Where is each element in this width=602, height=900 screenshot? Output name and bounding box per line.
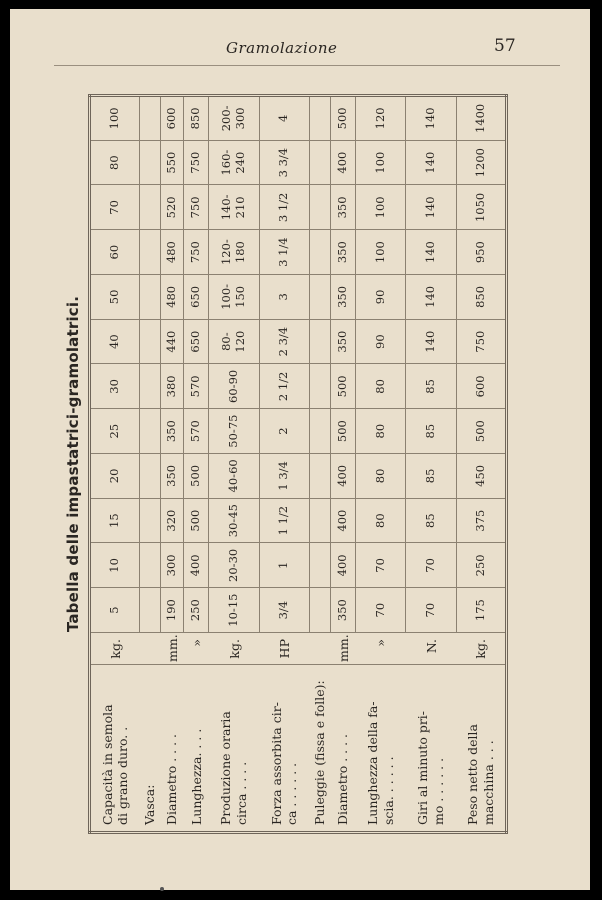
value-cell: 30 <box>90 364 140 409</box>
table-row <box>330 96 355 833</box>
row-label-line: macchina . . . <box>480 740 496 825</box>
unit-cell: » <box>356 633 406 665</box>
value-cell <box>140 96 161 141</box>
value-cell: 20 <box>90 454 140 499</box>
value-cell <box>309 185 330 230</box>
value-cell: 140 <box>406 230 456 275</box>
value-cell: 80 <box>356 498 406 543</box>
value-cell: 50 <box>90 275 140 320</box>
value-cell: 25 <box>90 409 140 454</box>
value-cell: 350 <box>330 185 355 230</box>
value-cell <box>309 543 330 588</box>
value-cell: 440 <box>161 319 184 364</box>
value-cell: 1050 <box>456 185 506 230</box>
value-cell: 85 <box>406 364 456 409</box>
value-cell: 1400 <box>456 96 506 141</box>
value-cell: 650 <box>184 319 209 364</box>
unit-cell: N. <box>406 633 456 665</box>
value-cell: 200-300 <box>209 96 259 141</box>
unit-cell <box>309 633 330 665</box>
value-cell: 90 <box>356 319 406 364</box>
value-cell: 70 <box>90 185 140 230</box>
row-label-line: Diametro . . . . <box>335 733 351 825</box>
value-cell: 750 <box>184 230 209 275</box>
row-label-line: circa . . . . <box>234 761 250 825</box>
table-row <box>356 96 406 833</box>
row-label <box>90 665 140 833</box>
value-cell: 350 <box>330 319 355 364</box>
value-cell: 70 <box>356 588 406 633</box>
value-cell: 190 <box>161 588 184 633</box>
value-cell <box>309 140 330 185</box>
value-cell: 500 <box>330 409 355 454</box>
row-label-line: Capacità in semola <box>99 704 115 825</box>
running-title: Gramolazione <box>226 39 338 57</box>
value-cell: 3 1/2 <box>259 185 309 230</box>
value-cell <box>140 454 161 499</box>
value-cell: 400 <box>330 454 355 499</box>
row-label-line: scia. . . . . . <box>380 756 396 825</box>
value-cell: 500 <box>330 364 355 409</box>
value-cell: 750 <box>184 185 209 230</box>
value-cell <box>309 275 330 320</box>
row-label-line: Lunghezza. . . . <box>188 728 204 825</box>
value-cell: 20-30 <box>209 543 259 588</box>
value-cell <box>140 319 161 364</box>
value-cell: 3 <box>259 275 309 320</box>
row-label <box>161 665 184 833</box>
value-cell: 350 <box>330 275 355 320</box>
table-row <box>184 96 209 833</box>
row-label <box>209 665 259 833</box>
value-cell: 100 <box>90 96 140 141</box>
value-cell <box>140 140 161 185</box>
value-cell <box>140 230 161 275</box>
value-cell: 850 <box>184 96 209 141</box>
value-cell: 15 <box>90 498 140 543</box>
value-cell: 450 <box>456 454 506 499</box>
value-cell <box>309 319 330 364</box>
table-row <box>161 96 184 833</box>
group-label: Vasca: <box>140 665 161 833</box>
value-cell: 80 <box>90 140 140 185</box>
unit-cell <box>140 633 161 665</box>
value-cell: 500 <box>184 498 209 543</box>
rotated-table-block <box>58 94 510 834</box>
value-cell: 80 <box>356 454 406 499</box>
value-cell: 85 <box>406 454 456 499</box>
row-label <box>406 665 456 833</box>
value-cell: 600 <box>456 364 506 409</box>
value-cell: 250 <box>184 588 209 633</box>
value-cell <box>140 588 161 633</box>
value-cell <box>309 364 330 409</box>
value-cell: 850 <box>456 275 506 320</box>
table-row <box>456 96 506 833</box>
value-cell: 140 <box>406 140 456 185</box>
value-cell: 400 <box>330 543 355 588</box>
value-cell: 80-120 <box>209 319 259 364</box>
value-cell: 3 1/4 <box>259 230 309 275</box>
value-cell: 550 <box>161 140 184 185</box>
value-cell <box>309 230 330 275</box>
value-cell: 480 <box>161 275 184 320</box>
value-cell: 750 <box>456 319 506 364</box>
row-label-line: Peso netto della <box>464 723 480 825</box>
value-cell: 1 <box>259 543 309 588</box>
value-cell: 650 <box>184 275 209 320</box>
value-cell: 350 <box>330 588 355 633</box>
row-label-line: Diametro . . . . <box>164 733 180 825</box>
row-label-line: Lunghezza della fa- <box>365 701 381 825</box>
value-cell: 40-60 <box>209 454 259 499</box>
value-cell: 950 <box>456 230 506 275</box>
value-cell: 1 1/2 <box>259 498 309 543</box>
value-cell: 400 <box>330 498 355 543</box>
value-cell: 1200 <box>456 140 506 185</box>
value-cell: 600 <box>161 96 184 141</box>
value-cell: 250 <box>456 543 506 588</box>
value-cell: 140 <box>406 185 456 230</box>
value-cell: 500 <box>456 409 506 454</box>
row-label <box>330 665 355 833</box>
value-cell: 350 <box>161 454 184 499</box>
row-label-line: ca . . . . . . <box>284 762 300 825</box>
value-cell: 70 <box>356 543 406 588</box>
value-cell: 60-90 <box>209 364 259 409</box>
value-cell: 2 <box>259 409 309 454</box>
value-cell: 570 <box>184 409 209 454</box>
unit-cell: kg. <box>209 633 259 665</box>
value-cell: 70 <box>406 543 456 588</box>
table-caption: Tabella delle impastatrici-gramolatrici. <box>64 295 82 633</box>
unit-cell: » <box>184 633 209 665</box>
value-cell: 140 <box>406 275 456 320</box>
value-cell: 570 <box>184 364 209 409</box>
row-label-line: mo . . . . . . <box>431 757 446 825</box>
value-cell: 2 3/4 <box>259 319 309 364</box>
table-row <box>406 96 456 833</box>
group-label: Puleggie (fissa e folle): <box>309 665 330 833</box>
value-cell: 350 <box>330 230 355 275</box>
row-label <box>456 665 506 833</box>
value-cell: 140-210 <box>209 185 259 230</box>
header-rule <box>54 65 560 66</box>
value-cell <box>309 96 330 141</box>
value-cell: 380 <box>161 364 184 409</box>
row-label-line: di grano duro. . <box>115 726 131 825</box>
value-cell: 70 <box>406 588 456 633</box>
value-cell <box>140 498 161 543</box>
value-cell: 10 <box>90 543 140 588</box>
row-label-line: Giri al minuto pri- <box>415 710 431 825</box>
unit-cell: HP <box>259 633 309 665</box>
value-cell: 100-150 <box>209 275 259 320</box>
value-cell: 5 <box>90 588 140 633</box>
page-speck <box>160 887 164 891</box>
value-cell: 140 <box>406 96 456 141</box>
value-cell: 100 <box>356 140 406 185</box>
unit-cell: kg. <box>90 633 140 665</box>
row-label <box>184 665 209 833</box>
value-cell: 375 <box>456 498 506 543</box>
value-cell: 120-180 <box>209 230 259 275</box>
value-cell: 3 3/4 <box>259 140 309 185</box>
value-cell: 90 <box>356 275 406 320</box>
value-cell <box>309 409 330 454</box>
value-cell: 500 <box>330 96 355 141</box>
value-cell: 4 <box>259 96 309 141</box>
value-cell: 175 <box>456 588 506 633</box>
value-cell: 500 <box>184 454 209 499</box>
book-page <box>10 9 590 890</box>
value-cell: 30-45 <box>209 498 259 543</box>
value-cell: 2 1/2 <box>259 364 309 409</box>
table-row <box>140 96 161 833</box>
value-cell: 80 <box>356 364 406 409</box>
table-row <box>259 96 309 833</box>
machine-table <box>88 94 508 834</box>
value-cell: 400 <box>184 543 209 588</box>
value-cell: 320 <box>161 498 184 543</box>
table-row <box>309 96 330 833</box>
value-cell: 40 <box>90 319 140 364</box>
page-number: 57 <box>494 36 516 56</box>
table-row <box>90 96 140 833</box>
value-cell <box>140 364 161 409</box>
row-label-line: Forza assorbita cir- <box>268 702 284 825</box>
value-cell <box>309 588 330 633</box>
row-label <box>356 665 406 833</box>
value-cell: 160-240 <box>209 140 259 185</box>
value-cell: 350 <box>161 409 184 454</box>
value-cell: 100 <box>356 230 406 275</box>
value-cell: 50-75 <box>209 409 259 454</box>
value-cell: 480 <box>161 230 184 275</box>
value-cell: 3/4 <box>259 588 309 633</box>
value-cell: 85 <box>406 409 456 454</box>
value-cell: 750 <box>184 140 209 185</box>
row-label <box>259 665 309 833</box>
value-cell <box>140 185 161 230</box>
table-row <box>209 96 259 833</box>
value-cell <box>140 543 161 588</box>
unit-cell: mm. <box>161 633 184 665</box>
value-cell: 100 <box>356 185 406 230</box>
row-label-line: Produzione oraria <box>218 711 234 825</box>
value-cell: 140 <box>406 319 456 364</box>
value-cell: 60 <box>90 230 140 275</box>
value-cell: 400 <box>330 140 355 185</box>
value-cell: 1 3/4 <box>259 454 309 499</box>
value-cell: 85 <box>406 498 456 543</box>
value-cell: 80 <box>356 409 406 454</box>
value-cell <box>140 275 161 320</box>
value-cell: 10-15 <box>209 588 259 633</box>
value-cell: 120 <box>356 96 406 141</box>
value-cell: 300 <box>161 543 184 588</box>
page-header <box>10 9 590 79</box>
value-cell <box>140 409 161 454</box>
value-cell <box>309 498 330 543</box>
value-cell <box>309 454 330 499</box>
unit-cell: mm. <box>330 633 355 665</box>
unit-cell: kg. <box>456 633 506 665</box>
value-cell: 520 <box>161 185 184 230</box>
